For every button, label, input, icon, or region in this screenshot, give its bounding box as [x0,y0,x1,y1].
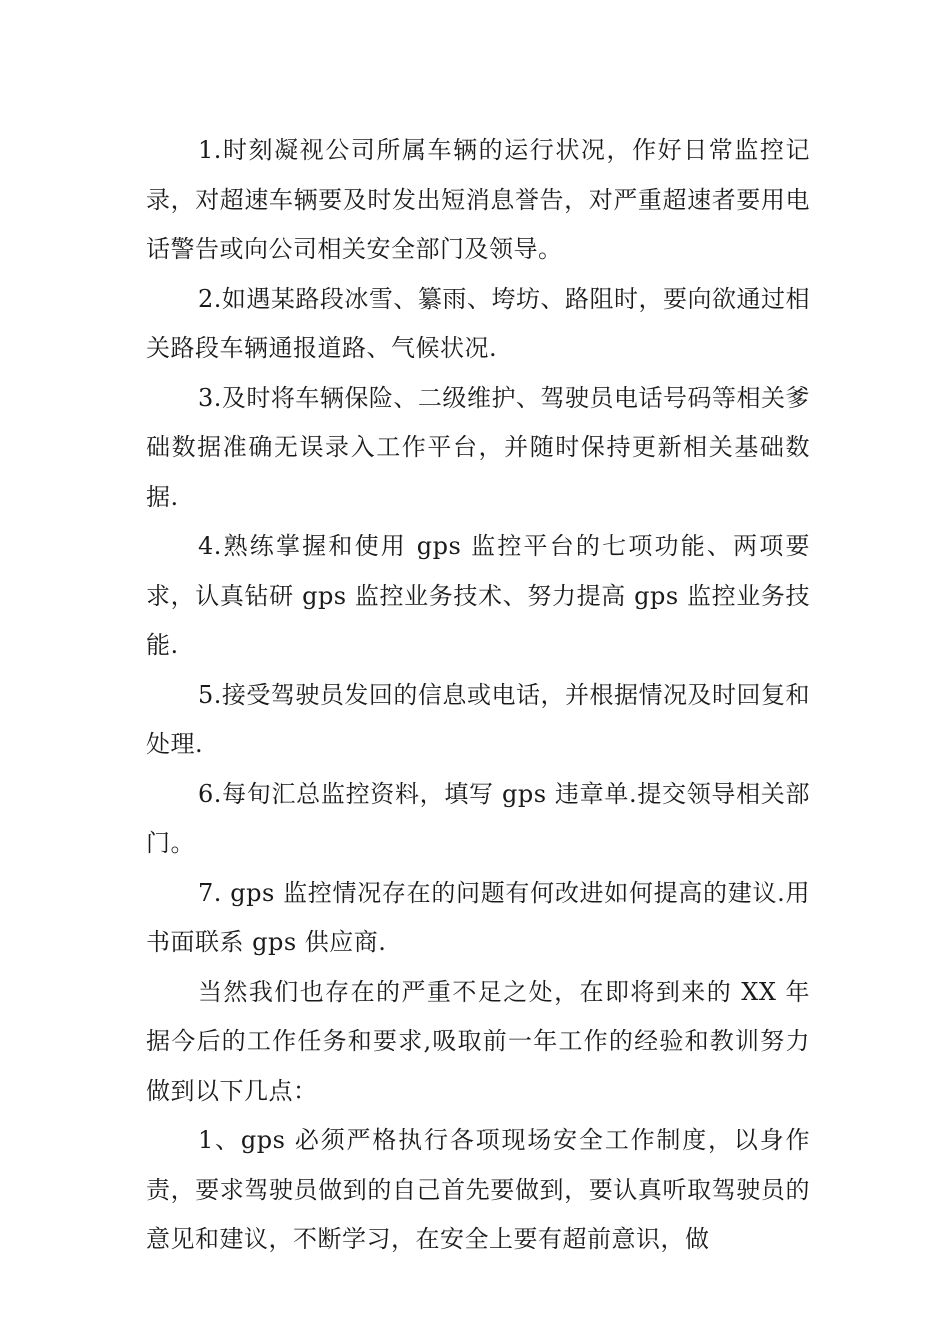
paragraph-item-4: 4.熟练掌握和使用 gps 监控平台的七项功能、两项要求，认真钻研 gps 监控业务技术、努力提高 gps 监控业务技能. [146,532,810,659]
paragraph-item-5: 5.接受驾驶员发回的信息或电话，并根据情况及时回复和处理. [146,680,810,758]
document-body [146,126,810,1265]
paragraph-shortcomings-intro: 当然我们也存在的严重不足之处，在即将到来的 XX 年据今后的工作任务和要求,吸取前一年工作的经验和教训努力做到以下几点： [146,977,810,1105]
paragraph-item-6: 6.每旬汇总监控资料，填写 gps 违章单.提交领导相关部门。 [146,779,810,857]
paragraph-plan-item-1: 1、gps 必须严格执行各项现场安全工作制度，以身作责，要求驾驶员做到的自己首先要做到，要认真听取驾驶员的意见和建议，不断学习，在安全上要有超前意识，做 [146,1126,810,1253]
paragraph-item-3: 3.及时将车辆保险、二级维护、驾驶员电话号码等相关爹础数据准确无误录入工作平台，并随时保持更新相关基础数据. [146,383,810,511]
paragraph-item-7: 7. gps 监控情况存在的问题有何改进如何提高的建议.用书面联系 gps 供应商. [146,878,810,956]
paragraph-item-1: 1.时刻凝视公司所属车辆的运行状况，作好日常监控记录，对超速车辆要及时发出短消息誉告，对严重超速者要用电话警告或向公司相关安全部门及领导。 [146,136,810,263]
paragraph-item-2: 2.如遇某路段冰雪、纂雨、垮坊、路阻时，要向欲通过相关路段车辆通报道路、气候状况. [146,284,810,362]
